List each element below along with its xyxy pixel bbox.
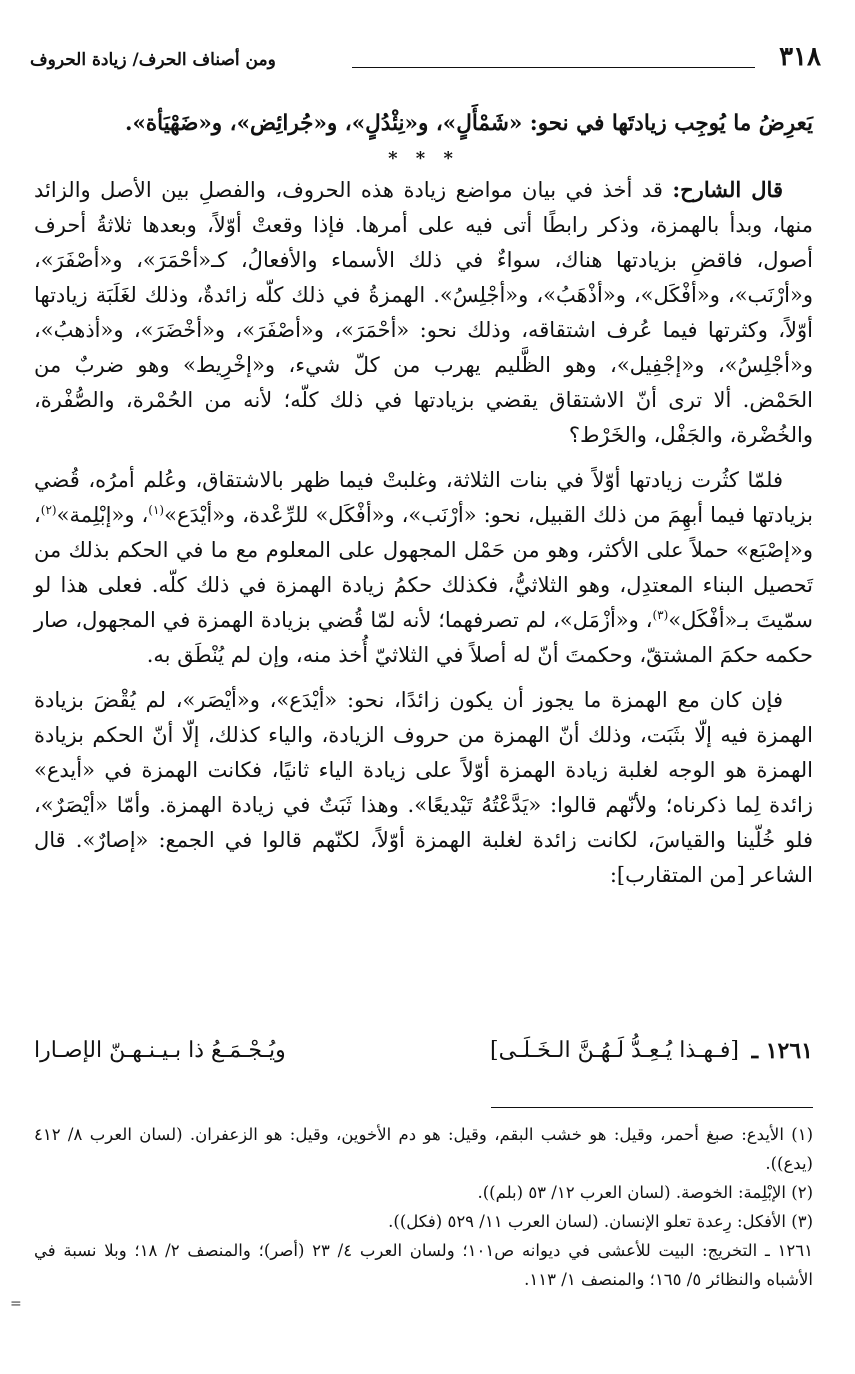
verse-first-hemistich: [فـهـذا يُـعِـدُّ لَـهُـنَّ الـخَـلَـى] xyxy=(490,1038,739,1063)
paragraph-2 xyxy=(34,463,813,673)
paragraph-text: ، و«أزْمَل»، لم تصرفهما؛ لأنه لمّا قُضي بزيادة الهمزة في المجهول، صار حكمه حكمَ المشتقّ، وحكمتَ أنّ له أصلاً في الثلاثيّ أُخذ منه، وإن لم يُنْطَق به. xyxy=(34,608,813,667)
poetry-verse xyxy=(34,1038,813,1078)
paragraph-text: فإن كان مع الهمزة ما يجوز أن يكون زائدًا، نحو: «أيْدَع»، و«أيْصَر»، لم يُقْضَ بزيادة الهمزة فيه إلّا بثَبَت، وذلك أنّ الهمزة من حروف الزيادة، والياء كذلك، إلّا أنّ الحكم بزيادة الهمزة هو الوجه لغلبة زيادة الهمزة أوّلاً على زيادة الياء ثانيًا، فكانت الهمزة في «أيدع» زائدة لِما ذكرناه؛ ولأنّهم قالوا: «يَدَّعْتُهُ تَيْديعًا». وهذا ثَبَتٌ في زيادة الهمزة. وأمّا «أيْصَرٌ»، فلو خُلّينا والقياسَ، لكانت زائدة لغلبة الهمزة أوّلاً، لكنّهم قالوا في الجمع: «إصارٌ». قال الشاعر [من المتقارب]: xyxy=(34,688,813,887)
page-header xyxy=(30,42,825,82)
footnotes xyxy=(34,1120,813,1294)
verse-second-hemistich: ويُـجْـمَـعُ ذا بـيـنـهـنّ الإصـارا xyxy=(34,1038,286,1063)
paragraph-text: فلمّا كثُرت زيادتها أوّلاً في بنات الثلاثة، وغلبتْ فيما ظهر بالاشتقاق، وعُلم أمرُه، قُضي بزيادتها فيما أبهِمَ من ذلك القبيل، نحو: «أرْنَب»، و«أفْكَل» للرِّعْدة، و«أيْدَع» xyxy=(34,468,813,527)
footnote-ref-2[interactable]: (٢) xyxy=(40,503,57,517)
footnote-1: (١) الأيدع: صبغ أحمر، وقيل: هو خشب البقم، وقيل: هو دم الأخوين، وقيل: هو الزعفران. (لسان العرب ٨/ ٤١٢ (يدع)). xyxy=(34,1125,813,1173)
paragraph-3 xyxy=(34,683,813,893)
paragraph-text: قد أخذ في بيان مواضع زيادة هذه الحروف، والفصلِ بين الأصل والزائد منها، وبدأ بالهمزة، وذكر رابطًا أتى فيه على أمرها. فإذا وقعتْ أوّلاً، وبعدها ثلاثةُ أحرف أصول، فاقضِ بزيادتها هناك، سواءٌ في ذلك الأسماء والأفعالُ، كـ«أحْمَرَ»، و«أصْفَرَ»، و«أرْنَب»، و«أفْكَل»، و«أذْهَبُ»، و«أجْلِسُ». الهمزةُ في ذلك كلّه زائدةٌ، وذلك لغَلَبَة زيادتها أوّلاً، وكثرتها فيما عُرف اشتقاقه، وذلك نحو: «أحْمَرَ»، و«أصْفَرَ»، و«أخْضَرَ»، و«أذهبُ»، و«أجْلِسُ»، و«إجْفِيل»، وهو الظَّليم يهرب من كلّ شيء، و«إخْرِيط» وهو ضربٌ من الحَمْض. ألا ترى أنّ الاشتقاق يقضي بزيادتها في ذلك كلّه؛ لأنه من الحُمْرة، والصُّفْرة، والخُضْرة، والجَفْل، والخَرْط؟ xyxy=(34,178,813,447)
running-title: ومن أصناف الحرف/ زيادة الحروف xyxy=(30,50,276,70)
header-rule xyxy=(352,67,755,68)
lead-text: يَعرِضُ ما يُوجِب زيادتَها في نحو: «شَمْأَلٍ»، و«نِئْدُلٍ»، و«جُرائِض»، و«ضَهْيَأة». xyxy=(124,111,813,136)
paragraph-text: ، و«إبْلِمة» xyxy=(56,503,149,527)
speaker-label: قال الشارح: xyxy=(672,177,783,202)
margin-mark: = xyxy=(10,1296,22,1312)
main-text xyxy=(34,104,813,893)
footnote-ref-3[interactable]: (٣) xyxy=(652,608,669,622)
footnote-takhrij: ١٢٦١ ـ التخريج: البيت للأعشى في ديوانه ص١٠١؛ ولسان العرب ٤/ ٢٣ (أصر)؛ والمنصف ٢/ ١٨؛ وبلا نسبة في الأشباه والنظائر ٥/ ١٦٥؛ والمنصف ١/ ١١٣. xyxy=(34,1241,813,1289)
verse-number: ١٢٦١ ـ xyxy=(751,1038,813,1064)
paragraph-1 xyxy=(34,172,813,453)
footnote-separator xyxy=(491,1107,813,1108)
footnote-3: (٣) الأفكل: رِعدة تعلو الإنسان. (لسان العرب ١١/ ٥٢٩ (فكل)). xyxy=(388,1212,813,1231)
paragraph-text: ، و«إصْبَع» حملاً على الأكثر، وهو من حَمْل المجهول على المعلوم مع ما في الحكم بذلك من تَحصيل البناء المعتدِل، وهو الثلاثيُّ، فكذلك حكمُ زيادة الهمزة في ذلك كلّه. فعلى هذا لو سمّيتَ بـ«أفْكَل» xyxy=(34,503,813,632)
footnote-2: (٢) الإبْلِمة: الخوصة. (لسان العرب ١٢/ ٥٣ (بلم)). xyxy=(477,1183,813,1202)
section-separator: * * * xyxy=(388,148,459,169)
footnote-ref-1[interactable]: (١) xyxy=(148,503,165,517)
page-number: ٣١٨ xyxy=(779,42,821,72)
